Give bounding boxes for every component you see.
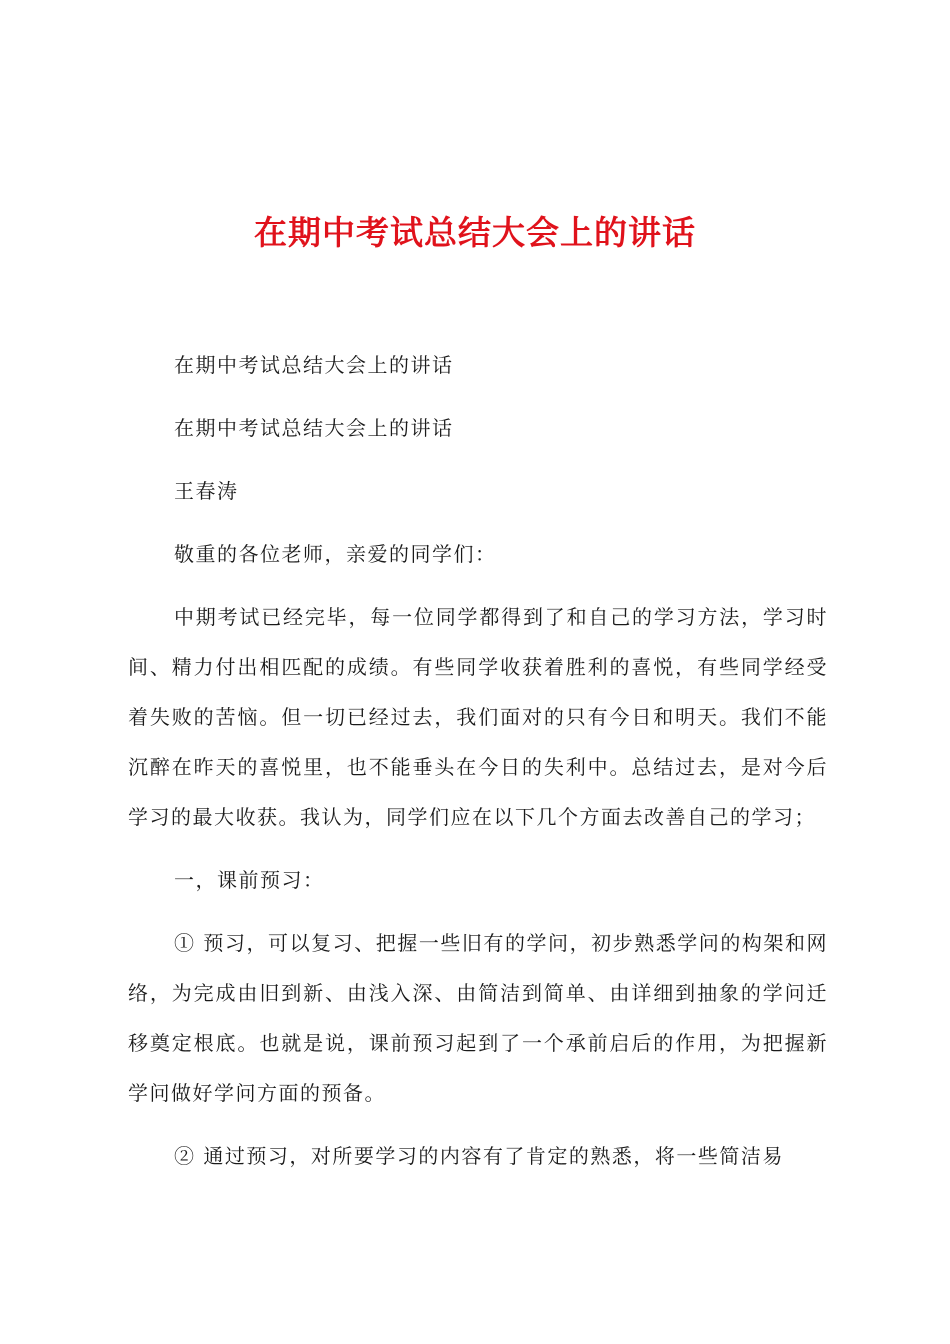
paragraph-point-1: ① 预习，可以复习、把握一些旧有的学问，初步熟悉学问的构架和网络，为完成由旧到新、由浅入深、由简洁到简单、由详细到抽象的学问迁移奠定根底。也就是说，课前预习起到了一个承前启后的作用，为把握新学问做好学问方面的预备。 bbox=[128, 931, 828, 1105]
paragraph-point-2: ② 通过预习，对所要学习的内容有了肯定的熟悉，将一些简洁易 bbox=[174, 1144, 784, 1168]
paragraph-greeting: 敬重的各位老师，亲爱的同学们： bbox=[174, 542, 497, 566]
paragraph-section-1: 一，课前预习： bbox=[174, 868, 325, 892]
document-body bbox=[128, 340, 828, 1181]
paragraph-body-1: 中期考试已经完毕，每一位同学都得到了和自己的学习方法，学习时间、精力付出相匹配的成绩。有些同学收获着胜利的喜悦，有些同学经受着失败的苦恼。但一切已经过去，我们面对的只有今日和明天。我们不能沉醉在昨天的喜悦里，也不能垂头在今日的失利中。总结过去，是对今后学习的最大收获。我认为，同学们应在以下几个方面去改善自己的学习； bbox=[128, 605, 828, 829]
paragraph-heading-2: 在期中考试总结大会上的讲话 bbox=[174, 416, 454, 440]
document-title: 在期中考试总结大会上的讲话 bbox=[254, 213, 696, 252]
paragraph-author: 王春涛 bbox=[174, 479, 239, 503]
paragraph-heading-1: 在期中考试总结大会上的讲话 bbox=[174, 353, 454, 377]
